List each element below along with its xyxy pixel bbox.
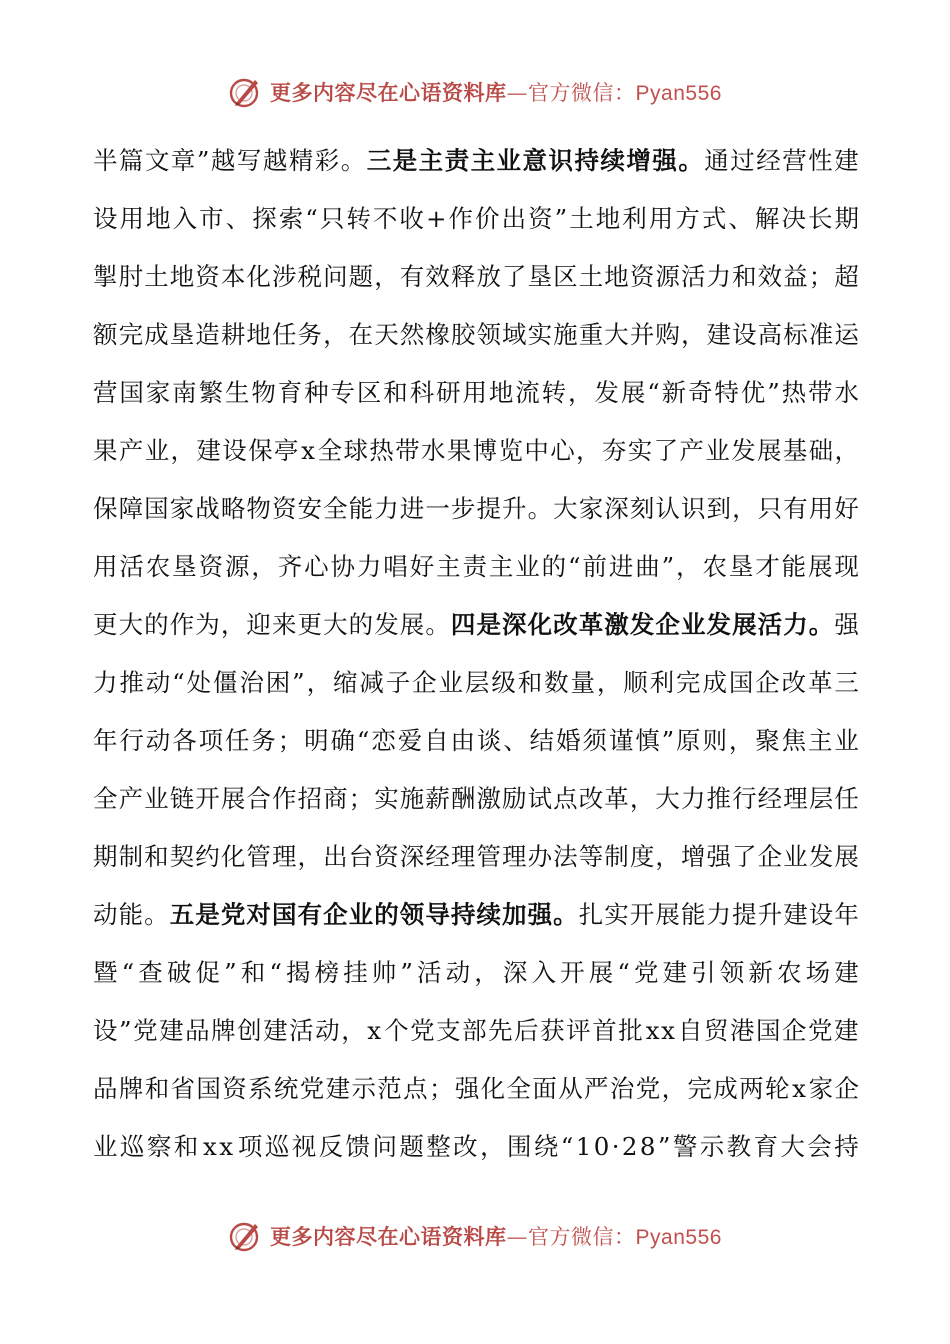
pen-logo-icon [228,1219,262,1253]
text-line: 更 大 的 作 为 ， 迎 来 更 大 的 发 展 。 四 是 深 化 改 革 激 发 企 业 发 展 活 力 。 强 [93,610,859,639]
text-line: 掣 肘 土 地 资 本 化 涉 税 问 题 ， 有 效 释 放 了 垦 区 土 地 资 源 活 力 和 效 益 ； 超 [93,262,859,291]
text-line: 额 完 成 垦 造 耕 地 任 务 ， 在 天 然 橡 胶 领 域 实 施 重 大 并 购 ， 建 设 高 标 准 运 [93,320,859,349]
text-line: 年 行 动 各 项 任 务 ； 明 确 “ 恋 爱 自 由 谈 、 结 婚 须 谨 慎 ” 原 则 ， 聚 焦 主 业 [93,726,859,755]
text-line: 保 障 国 家 战 略 物 资 安 全 能 力 进 一 步 提 升 。 大 家 深 刻 认 识 到 ， 只 有 用 好 [93,494,859,523]
text-line: 半 篇 文 章 ” 越 写 越 精 彩 。 三 是 主 责 主 业 意 识 持 续 增 强 。 通 过 经 营 性 建 [93,146,859,175]
watermark-main: 更多内容尽在心语资料库 [270,81,507,105]
watermark-id: Pyan556 [635,1226,722,1249]
watermark-separator: — [506,81,529,105]
text-line: 业 巡 察 和 x x 项 巡 视 反 馈 问 题 整 改 ， 围 绕 “ 1 0 · 2 8 ” 警 示 教 育 大 会 持 [93,1132,859,1161]
pen-logo-icon [228,75,262,109]
text-line: 全 产 业 链 开 展 合 作 招 商 ； 实 施 薪 酬 激 励 试 点 改 革 ， 大 力 推 行 经 理 层 任 [93,784,859,813]
text-line: 期 制 和 契 约 化 管 理 ， 出 台 资 深 经 理 管 理 办 法 等 制 度 ， 增 强 了 企 业 发 展 [93,842,859,871]
watermark-sub: 官方微信： [528,81,636,105]
watermark-separator: — [506,1225,529,1249]
text-line: 设 ” 党 建 品 牌 创 建 活 动 ， x 个 党 支 部 先 后 获 评 首 批 x x 自 贸 港 国 企 党 建 [93,1016,859,1045]
text-line: 暨 “ 查 破 促 ” 和 “ 揭 榜 挂 帅 ” 活 动 ， 深 入 开 展 “ 党 建 引 领 新 农 场 建 [93,958,859,987]
watermark-id: Pyan556 [635,82,722,105]
header-watermark [0,72,950,112]
text-line: 果 产 业 ， 建 设 保 亭 x 全 球 热 带 水 果 博 览 中 心 ， 夯 实 了 产 业 发 展 基 础 ， [93,436,859,465]
text-line: 营 国 家 南 繁 生 物 育 种 专 区 和 科 研 用 地 流 转 ， 发 展 “ 新 奇 特 优 ” 热 带 水 [93,378,859,407]
watermark-main: 更多内容尽在心语资料库 [270,1225,507,1249]
watermark-text [270,77,722,107]
watermark-sub: 官方微信： [528,1225,636,1249]
text-line: 用 活 农 垦 资 源 ， 齐 心 协 力 唱 好 主 责 主 业 的 “ 前 进 曲 ” ， 农 垦 才 能 展 现 [93,552,859,581]
text-line: 力 推 动 “ 处 僵 治 困 ” ， 缩 减 子 企 业 层 级 和 数 量 ， 顺 利 完 成 国 企 改 革 三 [93,668,859,697]
text-line: 动 能 。 五 是 党 对 国 有 企 业 的 领 导 持 续 加 强 。 扎 实 开 展 能 力 提 升 建 设 年 [93,900,859,929]
document-body [93,132,859,1176]
footer-watermark [0,1216,950,1256]
watermark-text [270,1221,722,1251]
text-line: 品 牌 和 省 国 资 系 统 党 建 示 范 点 ； 强 化 全 面 从 严 治 党 ， 完 成 两 轮 x 家 企 [93,1074,859,1103]
text-line: 设 用 地 入 市 、 探 索 “ 只 转 不 收 + 作 价 出 资 ” 土 地 利 用 方 式 、 解 决 长 期 [93,204,859,233]
